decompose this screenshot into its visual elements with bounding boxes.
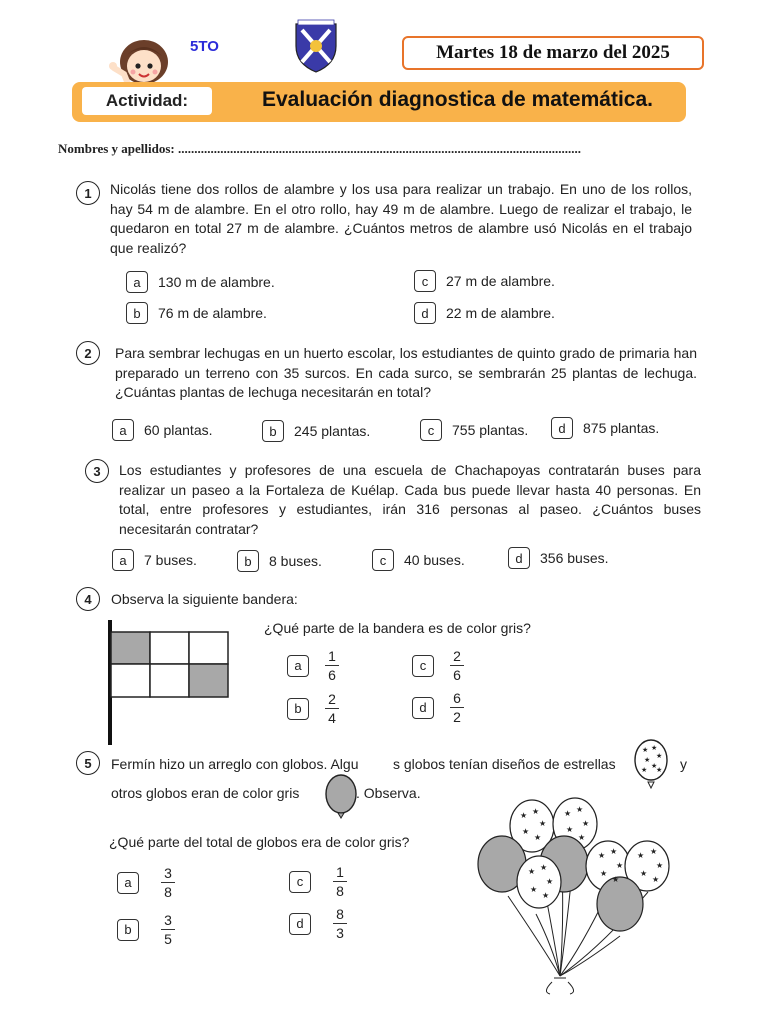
option-letter: b: [126, 302, 148, 324]
option-text: 245 plantas.: [294, 423, 371, 439]
option-letter: a: [112, 549, 134, 571]
fraction-numerator: 3: [164, 912, 172, 928]
q3-option-d[interactable]: [508, 547, 609, 569]
fraction-denominator: 6: [328, 667, 336, 683]
q4-option-a[interactable]: [287, 648, 339, 683]
fraction: [333, 864, 347, 899]
option-letter: d: [414, 302, 436, 324]
svg-text:★: ★: [522, 827, 530, 836]
svg-text:★: ★: [576, 805, 584, 814]
option-letter: d: [551, 417, 573, 439]
q5-option-d[interactable]: [289, 906, 347, 941]
svg-text:★: ★: [598, 851, 606, 860]
question-1-text: Nicolás tiene dos rollos de alambre y los usa para realizar un trabajo. En uno de los rollos, hay 54 m de alambre. En el otro rollo, hay 49 m de alambre. Luego de realizar el trabajo, le quedaron en total 27 m de alambre. ¿Cuántos metros de alambre usó Nicolás en el trabajo que realizó?: [110, 181, 692, 256]
q4-option-b[interactable]: [287, 691, 339, 726]
question-5-text-part2: s globos tenían diseños de estrellas: [393, 756, 616, 772]
option-letter: a: [117, 872, 139, 894]
question-5-text-part4: otros globos eran de color gris: [111, 785, 300, 801]
question-number-1: 1: [76, 181, 100, 205]
fraction-denominator: 4: [328, 710, 336, 726]
option-text: 22 m de alambre.: [446, 305, 555, 321]
svg-text:★: ★: [651, 744, 658, 752]
q5-option-a[interactable]: [117, 865, 175, 900]
fraction-numerator: 2: [328, 691, 336, 707]
svg-text:★: ★: [656, 752, 663, 760]
option-text: 60 plantas.: [144, 422, 213, 438]
svg-text:★: ★: [644, 756, 651, 764]
question-5-text-part5: . Observa.: [356, 785, 421, 801]
school-crest-icon: [292, 18, 340, 74]
fraction: [161, 912, 175, 947]
fraction-numerator: 8: [336, 906, 344, 922]
option-text: 130 m de alambre.: [158, 274, 275, 290]
option-text: 356 buses.: [540, 550, 609, 566]
option-text: 875 plantas.: [583, 420, 660, 436]
svg-text:★: ★: [642, 746, 649, 754]
option-text: 8 buses.: [269, 553, 322, 569]
svg-text:★: ★: [651, 762, 658, 770]
svg-text:★: ★: [650, 847, 658, 856]
q2-option-a[interactable]: [112, 419, 213, 441]
q1-option-d[interactable]: [414, 302, 555, 324]
svg-text:★: ★: [640, 869, 648, 878]
fraction-numerator: 1: [336, 864, 344, 880]
svg-text:★: ★: [542, 891, 550, 900]
balloon-bouquet-icon: [472, 796, 682, 996]
option-letter: d: [508, 547, 530, 569]
activity-label: Actividad:: [82, 87, 212, 115]
question-4-text: Observa la siguiente bandera:: [111, 591, 298, 607]
q4-option-d[interactable]: [412, 690, 464, 725]
flag-icon: [104, 620, 234, 745]
fraction-denominator: 2: [453, 709, 461, 725]
option-text: 76 m de alambre.: [158, 305, 267, 321]
option-letter: c: [420, 419, 442, 441]
svg-text:★: ★: [564, 809, 572, 818]
svg-text:★: ★: [656, 766, 663, 774]
option-letter: d: [289, 913, 311, 935]
fraction-denominator: 6: [453, 667, 461, 683]
q3-option-b[interactable]: [237, 550, 322, 572]
q2-option-b[interactable]: [262, 420, 370, 442]
svg-text:★: ★: [656, 861, 664, 870]
fraction-denominator: 8: [336, 883, 344, 899]
fraction-numerator: 1: [328, 648, 336, 664]
fraction-denominator: 5: [164, 931, 172, 947]
option-text: 7 buses.: [144, 552, 197, 568]
option-letter: c: [372, 549, 394, 571]
q3-option-c[interactable]: [372, 549, 465, 571]
svg-text:★: ★: [641, 766, 648, 774]
option-letter: a: [287, 655, 309, 677]
svg-text:★: ★: [530, 885, 538, 894]
fraction-denominator: 3: [336, 925, 344, 941]
star-balloon-icon: [632, 738, 670, 792]
svg-text:★: ★: [566, 825, 574, 834]
q1-option-b[interactable]: [126, 302, 267, 324]
q1-option-a[interactable]: [126, 271, 275, 293]
svg-text:★: ★: [652, 875, 660, 884]
q1-option-c[interactable]: [414, 270, 555, 292]
grade-label: 5TO: [190, 38, 219, 55]
question-2-text: Para sembrar lechugas en un huerto escolar, los estudiantes de quinto grado de primaria han preparado un terreno con 35 surcos. En cada surco, se sembrarán 25 plantas de lechuga. ¿Cuántas plantas de lechuga necesitarán en total?: [115, 345, 697, 400]
fraction: [325, 648, 339, 683]
option-letter: b: [117, 919, 139, 941]
option-letter: a: [126, 271, 148, 293]
q3-option-a[interactable]: [112, 549, 197, 571]
svg-text:★: ★: [612, 875, 620, 884]
fraction-numerator: 6: [453, 690, 461, 706]
question-number-2: 2: [76, 341, 100, 365]
fraction: [325, 691, 339, 726]
svg-text:★: ★: [540, 863, 548, 872]
fraction: [333, 906, 347, 941]
option-letter: c: [414, 270, 436, 292]
fraction: [161, 865, 175, 900]
option-letter: d: [412, 697, 434, 719]
q4-option-c[interactable]: [412, 648, 464, 683]
question-3-text: Los estudiantes y profesores de una escuela de Chachapoyas contratarán buses para realizar un paseo a la Fortaleza de Kuélap. Cada bus puede llevar hasta 40 personas. En total, entre profesores y estudiantes, irán 316 personas al paseo. ¿Cuántos buses necesitarán contratar?: [119, 462, 701, 537]
svg-text:★: ★: [610, 847, 618, 856]
svg-text:★: ★: [532, 807, 540, 816]
q2-option-c[interactable]: [420, 419, 528, 441]
date-text: Martes 18 de marzo del 2025: [436, 42, 670, 63]
question-number-4: 4: [76, 587, 100, 611]
question-5-prompt: ¿Qué parte del total de globos era de color gris?: [109, 834, 410, 850]
option-text: 40 buses.: [404, 552, 465, 568]
svg-text:★: ★: [616, 861, 624, 870]
svg-text:★: ★: [539, 819, 547, 828]
svg-text:★: ★: [528, 867, 536, 876]
page-title: Evaluación diagnostica de matemática.: [262, 88, 653, 111]
option-text: 27 m de alambre.: [446, 273, 555, 289]
option-letter: c: [412, 655, 434, 677]
fraction: [450, 690, 464, 725]
svg-text:★: ★: [637, 851, 645, 860]
svg-text:★: ★: [582, 819, 590, 828]
question-number-5: 5: [76, 751, 100, 775]
option-letter: a: [112, 419, 134, 441]
option-text: 755 plantas.: [452, 422, 529, 438]
fraction-denominator: 8: [164, 884, 172, 900]
fraction-numerator: 2: [453, 648, 461, 664]
q2-option-d[interactable]: [551, 417, 659, 439]
svg-text:★: ★: [578, 833, 586, 842]
svg-text:★: ★: [600, 869, 608, 878]
option-letter: b: [237, 550, 259, 572]
question-number-3: 3: [85, 459, 109, 483]
svg-text:★: ★: [546, 877, 554, 886]
fraction: [450, 648, 464, 683]
question-5-text-part1: Fermín hizo un arreglo con globos. Algu: [111, 756, 359, 772]
q5-option-c[interactable]: [289, 864, 347, 899]
names-field-label: Nombres y apellidos: ............................................................................................................................: [58, 141, 582, 156]
q5-option-b[interactable]: [117, 912, 175, 947]
question-4-prompt: ¿Qué parte de la bandera es de color gris?: [264, 620, 531, 636]
fraction-numerator: 3: [164, 865, 172, 881]
question-5-text-part3: y: [680, 756, 687, 772]
svg-text:★: ★: [534, 833, 542, 842]
date-box: [402, 36, 704, 70]
gray-balloon-icon: [322, 774, 360, 820]
option-letter: b: [262, 420, 284, 442]
svg-text:★: ★: [520, 811, 528, 820]
option-letter: c: [289, 871, 311, 893]
option-letter: b: [287, 698, 309, 720]
